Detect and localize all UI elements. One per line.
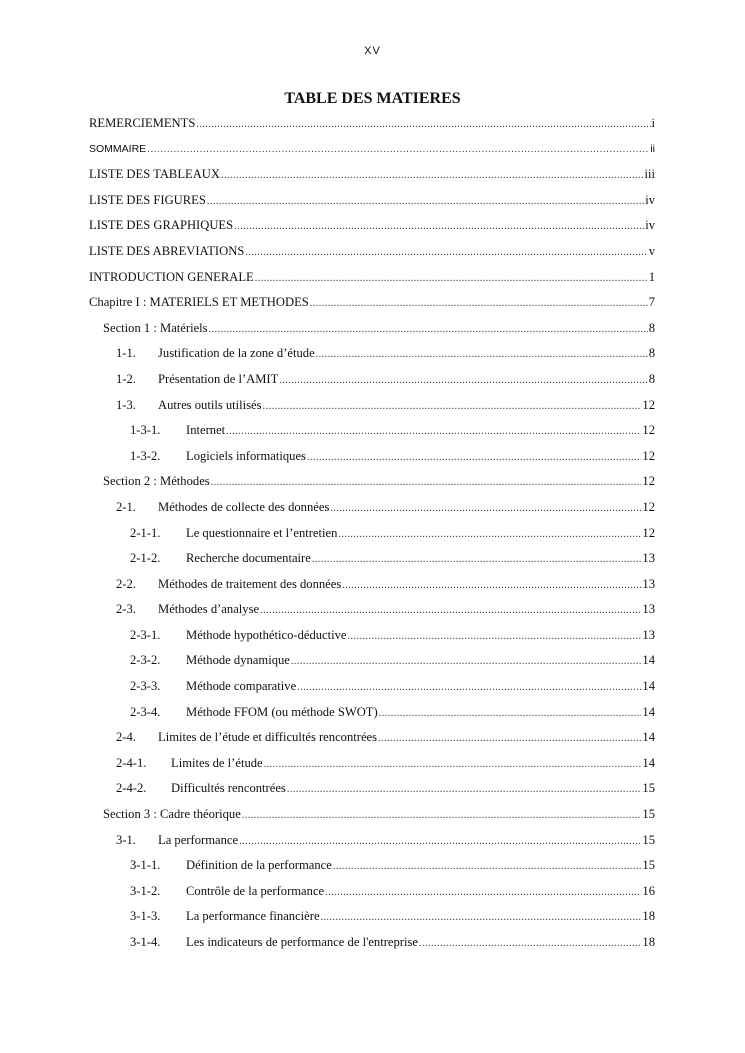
toc-entry-number: 2-2. <box>116 576 136 591</box>
toc-dot-leader <box>297 680 641 696</box>
toc-entry-title: Méthode comparative <box>186 679 297 694</box>
toc-dot-leader <box>207 194 644 210</box>
toc-dot-leader <box>307 450 641 466</box>
toc-entry[interactable] <box>89 240 655 266</box>
toc-entry-page: 14 <box>642 730 655 745</box>
toc-entry[interactable] <box>89 419 655 445</box>
toc-entry-page: 14 <box>642 653 655 668</box>
toc-entry-title: Les indicateurs de performance de l'entreprise <box>186 935 418 949</box>
toc-entry-title: Méthodes de collecte des données <box>158 499 330 514</box>
toc-entry[interactable] <box>89 598 655 624</box>
toc-entry-page: 18 <box>642 909 655 924</box>
toc-entry-title: LISTE DES ABREVIATIONS <box>89 243 245 258</box>
toc-dot-leader <box>419 936 641 952</box>
toc-entry-number: 2-3-3. <box>130 679 161 694</box>
toc-entry[interactable] <box>89 777 655 803</box>
page-title: TABLE DES MATIERES <box>284 90 461 107</box>
toc-entry[interactable] <box>89 701 655 727</box>
toc-entry[interactable] <box>89 394 655 420</box>
toc-entry[interactable] <box>89 496 655 522</box>
toc-entry-title: Difficultés rencontrées <box>171 781 286 796</box>
toc-entry[interactable] <box>89 470 655 496</box>
toc-entry-number: 2-3-2. <box>130 653 161 668</box>
toc-entry-title: Présentation de l’AMIT <box>158 371 279 386</box>
toc-entry-page: 14 <box>642 704 655 719</box>
toc-entry-page: 13 <box>642 576 655 591</box>
toc-dot-leader <box>312 552 642 568</box>
toc-entry-number: 1-2. <box>116 371 136 386</box>
toc-dot-leader <box>263 399 642 415</box>
toc-entry-number: 3-1. <box>116 832 136 847</box>
toc-entry-page: 12 <box>642 474 655 489</box>
toc-dot-leader <box>342 578 641 594</box>
toc-entry-number: 1-3. <box>116 397 136 412</box>
toc-entry-title: Méthode FFOM (ou méthode SWOT) <box>186 704 378 719</box>
toc-entry-page: 12 <box>642 423 655 438</box>
toc-entry[interactable] <box>89 880 655 906</box>
toc-entry[interactable] <box>89 368 655 394</box>
toc-dot-leader <box>242 808 642 824</box>
toc-dot-leader <box>221 168 644 184</box>
toc-entry[interactable] <box>89 317 655 343</box>
toc-entry-title: REMERCIEMENTS <box>89 116 196 130</box>
toc-entry-page: 12 <box>642 448 655 463</box>
toc-dot-leader <box>316 347 648 363</box>
toc-entry[interactable] <box>89 163 655 189</box>
toc-entry-title: Limites de l’étude et difficultés rencontrées <box>158 730 378 745</box>
table-of-contents <box>89 112 655 957</box>
toc-entry-title: Justification de la zone d’étude <box>158 346 315 361</box>
toc-entry[interactable] <box>89 573 655 599</box>
toc-entry-title: Section 1 : Matériels <box>103 320 208 335</box>
toc-dot-leader <box>226 424 641 440</box>
page-number: XV <box>364 45 381 57</box>
toc-entry-number: 2-4-2. <box>116 781 147 796</box>
toc-dot-leader <box>147 142 649 158</box>
toc-dot-leader <box>234 219 644 235</box>
toc-entry[interactable] <box>89 752 655 778</box>
toc-entry-number: 3-1-2. <box>130 883 161 898</box>
toc-entry-page: iv <box>645 218 655 233</box>
toc-entry-title: Logiciels informatiques <box>186 448 306 463</box>
toc-entry-page: 13 <box>642 551 655 566</box>
toc-entry-title: Chapitre I : MATERIELS ET METHODES <box>89 295 309 310</box>
toc-entry[interactable] <box>89 803 655 829</box>
toc-entry-page: 1 <box>648 269 655 284</box>
toc-entry-page: 8 <box>648 346 655 361</box>
toc-dot-leader <box>310 296 648 312</box>
toc-entry-title: Section 3 : Cadre théorique <box>103 807 241 822</box>
toc-entry-title: LISTE DES TABLEAUX <box>89 167 220 182</box>
toc-entry-page: ii <box>650 142 655 155</box>
toc-entry-number: 2-3-4. <box>130 704 161 719</box>
toc-dot-leader <box>348 629 642 645</box>
toc-entry-title: Le questionnaire et l’entretien <box>186 525 338 540</box>
toc-entry[interactable] <box>89 445 655 471</box>
toc-dot-leader <box>379 706 642 722</box>
toc-entry-page: iii <box>644 167 655 182</box>
toc-dot-leader <box>255 271 648 287</box>
toc-entry-page: 18 <box>642 935 655 949</box>
toc-entry-page: 15 <box>642 781 655 796</box>
toc-entry-number: 2-3. <box>116 602 136 617</box>
toc-entry-number: 2-4. <box>116 730 136 745</box>
toc-entry-number: 2-1. <box>116 499 136 514</box>
toc-entry[interactable] <box>89 726 655 752</box>
toc-entry-title: La performance financière <box>186 909 320 924</box>
toc-entry-page: iv <box>645 192 655 207</box>
toc-entry-page: 15 <box>642 858 655 873</box>
toc-entry[interactable] <box>89 112 655 138</box>
toc-entry-number: 2-3-1. <box>130 627 161 642</box>
toc-entry-number: 1-3-1. <box>130 423 161 438</box>
toc-entry-page: 15 <box>642 807 655 822</box>
toc-entry-number: 2-1-2. <box>130 551 161 566</box>
toc-entry-page: 7 <box>648 295 655 310</box>
toc-entry-title: Définition de la performance <box>186 858 332 873</box>
toc-entry-page: 16 <box>642 883 655 898</box>
toc-dot-leader <box>333 859 642 875</box>
toc-entry-number: 3-1-4. <box>130 935 161 949</box>
toc-entry-page: 8 <box>648 320 655 335</box>
toc-entry-number: 1-1. <box>116 346 136 361</box>
toc-entry-title: Recherche documentaire <box>186 551 311 566</box>
toc-entry-title: Section 2 : Méthodes <box>103 474 210 489</box>
toc-entry-title: Méthode dynamique <box>186 653 290 668</box>
toc-entry[interactable] <box>89 854 655 880</box>
toc-dot-leader <box>279 373 647 389</box>
toc-entry[interactable] <box>89 624 655 650</box>
toc-entry[interactable] <box>89 522 655 548</box>
toc-dot-leader <box>196 117 650 133</box>
toc-dot-leader <box>291 654 642 670</box>
toc-entry-page: 12 <box>642 499 655 514</box>
toc-entry-number: 1-3-2. <box>130 448 161 463</box>
toc-entry-title: INTRODUCTION GENERALE <box>89 269 254 284</box>
toc-entry-title: Internet <box>186 423 226 438</box>
toc-entry-page: 14 <box>642 679 655 694</box>
toc-dot-leader <box>287 782 642 798</box>
toc-entry-page: 12 <box>642 525 655 540</box>
toc-entry-page: 15 <box>642 832 655 847</box>
toc-dot-leader <box>378 731 641 747</box>
toc-dot-leader <box>239 834 641 850</box>
toc-dot-leader <box>330 501 641 517</box>
toc-entry[interactable] <box>89 675 655 701</box>
toc-entry[interactable] <box>89 266 655 292</box>
toc-entry[interactable] <box>89 189 655 215</box>
toc-entry-number: 3-1-3. <box>130 909 161 924</box>
toc-entry[interactable] <box>89 829 655 855</box>
toc-dot-leader <box>321 910 642 926</box>
toc-entry[interactable] <box>89 547 655 573</box>
toc-entry[interactable] <box>89 649 655 675</box>
toc-dot-leader <box>325 885 641 901</box>
toc-entry[interactable] <box>89 138 655 164</box>
toc-entry-title: Méthodes d’analyse <box>158 602 260 617</box>
toc-dot-leader <box>264 757 642 773</box>
toc-dot-leader <box>338 527 641 543</box>
toc-entry-page: 13 <box>642 627 655 642</box>
toc-entry-number: 2-1-1. <box>130 525 161 540</box>
toc-entry-title: Autres outils utilisés <box>158 397 262 412</box>
toc-entry-page: v <box>648 243 655 258</box>
toc-entry-title: Contrôle de la performance <box>186 883 325 898</box>
toc-entry[interactable] <box>89 214 655 240</box>
toc-entry-title: Limites de l’étude <box>171 755 263 770</box>
toc-dot-leader <box>211 475 642 491</box>
toc-entry-title: Méthodes de traitement des données <box>158 576 342 591</box>
toc-entry-number: 3-1-1. <box>130 858 161 873</box>
toc-dot-leader <box>245 245 647 261</box>
toc-entry-title: LISTE DES GRAPHIQUES <box>89 218 234 233</box>
toc-entry-title: SOMMAIRE <box>89 142 147 155</box>
toc-entry-page: 12 <box>642 397 655 412</box>
toc-entry-title: LISTE DES FIGURES <box>89 192 206 207</box>
toc-entry-title: La performance <box>158 832 239 847</box>
toc-entry-page: 14 <box>642 755 655 770</box>
toc-dot-leader <box>260 603 641 619</box>
toc-entry-number: 2-4-1. <box>116 755 147 770</box>
toc-entry-title: Méthode hypothético-déductive <box>186 627 347 642</box>
toc-entry-page: 13 <box>642 602 655 617</box>
toc-entry[interactable] <box>89 931 655 957</box>
toc-dot-leader <box>209 322 648 338</box>
toc-entry[interactable] <box>89 342 655 368</box>
toc-entry-page: 8 <box>648 371 655 386</box>
toc-entry[interactable] <box>89 905 655 931</box>
toc-entry[interactable] <box>89 291 655 317</box>
toc-entry-page: i <box>651 116 655 130</box>
